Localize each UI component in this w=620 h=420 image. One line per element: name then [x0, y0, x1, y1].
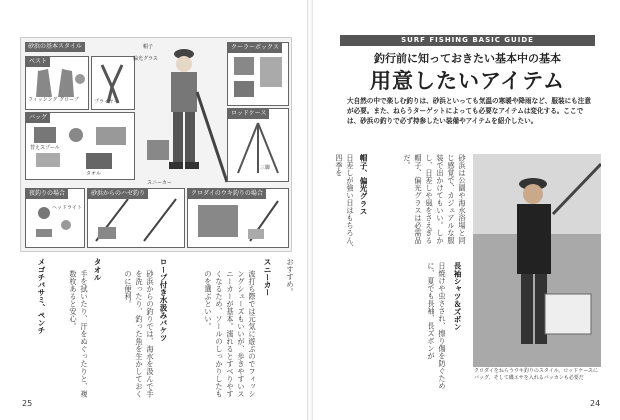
tools-box [91, 56, 135, 110]
fishing-gloves-label: フィッシング グローブ [28, 97, 79, 103]
hat-label: 帽子 [143, 44, 154, 50]
angler-photo [473, 154, 601, 367]
bucket-heading: ロープ付き水汲みバケツ [159, 258, 168, 342]
bucket-text: 砂浜からの釣りでは、海水を汲んで手を洗ったり、釣った魚を生かしておくのに便利。 [124, 270, 155, 398]
bag-box [25, 112, 135, 180]
sand-spike-label: 三脚 [260, 165, 271, 171]
rod-case-label: ロッドケース [228, 109, 269, 119]
page-number-left: 25 [22, 399, 33, 408]
pliers-heading: メゴチバサミ、ペンチ [37, 258, 46, 334]
cooler-box [227, 42, 289, 106]
equipment-illustration [20, 37, 292, 252]
left-page [0, 0, 308, 420]
rod-case-box [227, 108, 289, 182]
night-label: 夜釣りの場合 [26, 189, 68, 199]
photo-caption: クロダイをねらうウキ釣りのスタイル。ロッドケースにバッグ、そして磯エサを入れるバッカンも必要だ [474, 368, 598, 381]
article-lead: 大自然の中で楽しむ釣りは、砂浜といっても気温の寒暖や降雨など、服装にも注意が必要。また、ねらうターゲットによっても必要なアイテムは変化する。ここでは、砂浜の釣りで必ず持参したい装備やアイテムを紹介したい。 [347, 97, 591, 125]
angler-figure [139, 42, 229, 192]
goby-box [87, 188, 185, 248]
article-subtitle: 釣行前に知っておきたい基本中の基本 [374, 52, 561, 65]
cooler-label: クーラーボックス [228, 43, 282, 53]
hat-glasses-heading: 帽子、偏光グラス [359, 154, 368, 215]
angler-photo-image [473, 154, 601, 367]
pliers-label: プライヤー [94, 99, 119, 105]
spare-spool-label: 替えスプール [30, 145, 60, 151]
right-text-col-1: 砂浜は公園や海水浴場と同じ感覚で、カジュアルな服装で出かけてもいい。しかし、日差しや風をさえぎる帽子、偏光グラスは必需品だ。 [403, 154, 467, 244]
towel-heading: タオル [93, 258, 102, 281]
goby-label: 砂浜からのハゼ釣り [88, 189, 148, 199]
hat-glasses-text: 日差しが強い日はもちろん、四季を [335, 154, 355, 252]
bag-label: バッグ [26, 113, 50, 123]
towel-text: 手を拭いたり、汗をぬぐったりと、複数枚あると安心。 [69, 270, 89, 398]
sneakers-label: スニーカー [147, 180, 172, 186]
vest-box [25, 56, 89, 110]
guide-band: SURF FISHING BASIC GUIDE [340, 35, 595, 46]
long-sleeve-heading: 長袖シャツ＆ズボン [453, 262, 462, 331]
beach-style-label: 砂浜の基本スタイル [25, 42, 85, 52]
headlight-label: ヘッドライト [52, 205, 82, 211]
night-box [25, 188, 85, 248]
towel-label: タオル [86, 171, 102, 177]
glasses-label: 偏光グラス [133, 56, 158, 62]
page-number-right: 24 [590, 399, 601, 408]
vest-label: ベスト [26, 57, 50, 67]
sneakers-text: 波打ち際では元気に遊ぶのでフィッシングシューズもいいが、歩きやすいスニーカーが基本。濡れるとすべりやすくなるため、ソールのしっかりしたものを選ぶといい。 [204, 270, 257, 398]
left-text-col-1: おすすめ。 [286, 258, 295, 296]
kurodai-box [187, 188, 289, 248]
kurodai-label: クロダイのウキ釣りの場合 [188, 189, 266, 199]
rod-stand-icon [228, 109, 288, 181]
right-page [312, 0, 620, 420]
sneakers-heading: スニーカー [263, 258, 272, 296]
long-sleeve-text: 日焼けや虫さされ、擦り傷を防ぐために、夏でも長袖、長ズボンが [427, 262, 447, 390]
article-title: 用意したいアイテム [369, 68, 566, 93]
